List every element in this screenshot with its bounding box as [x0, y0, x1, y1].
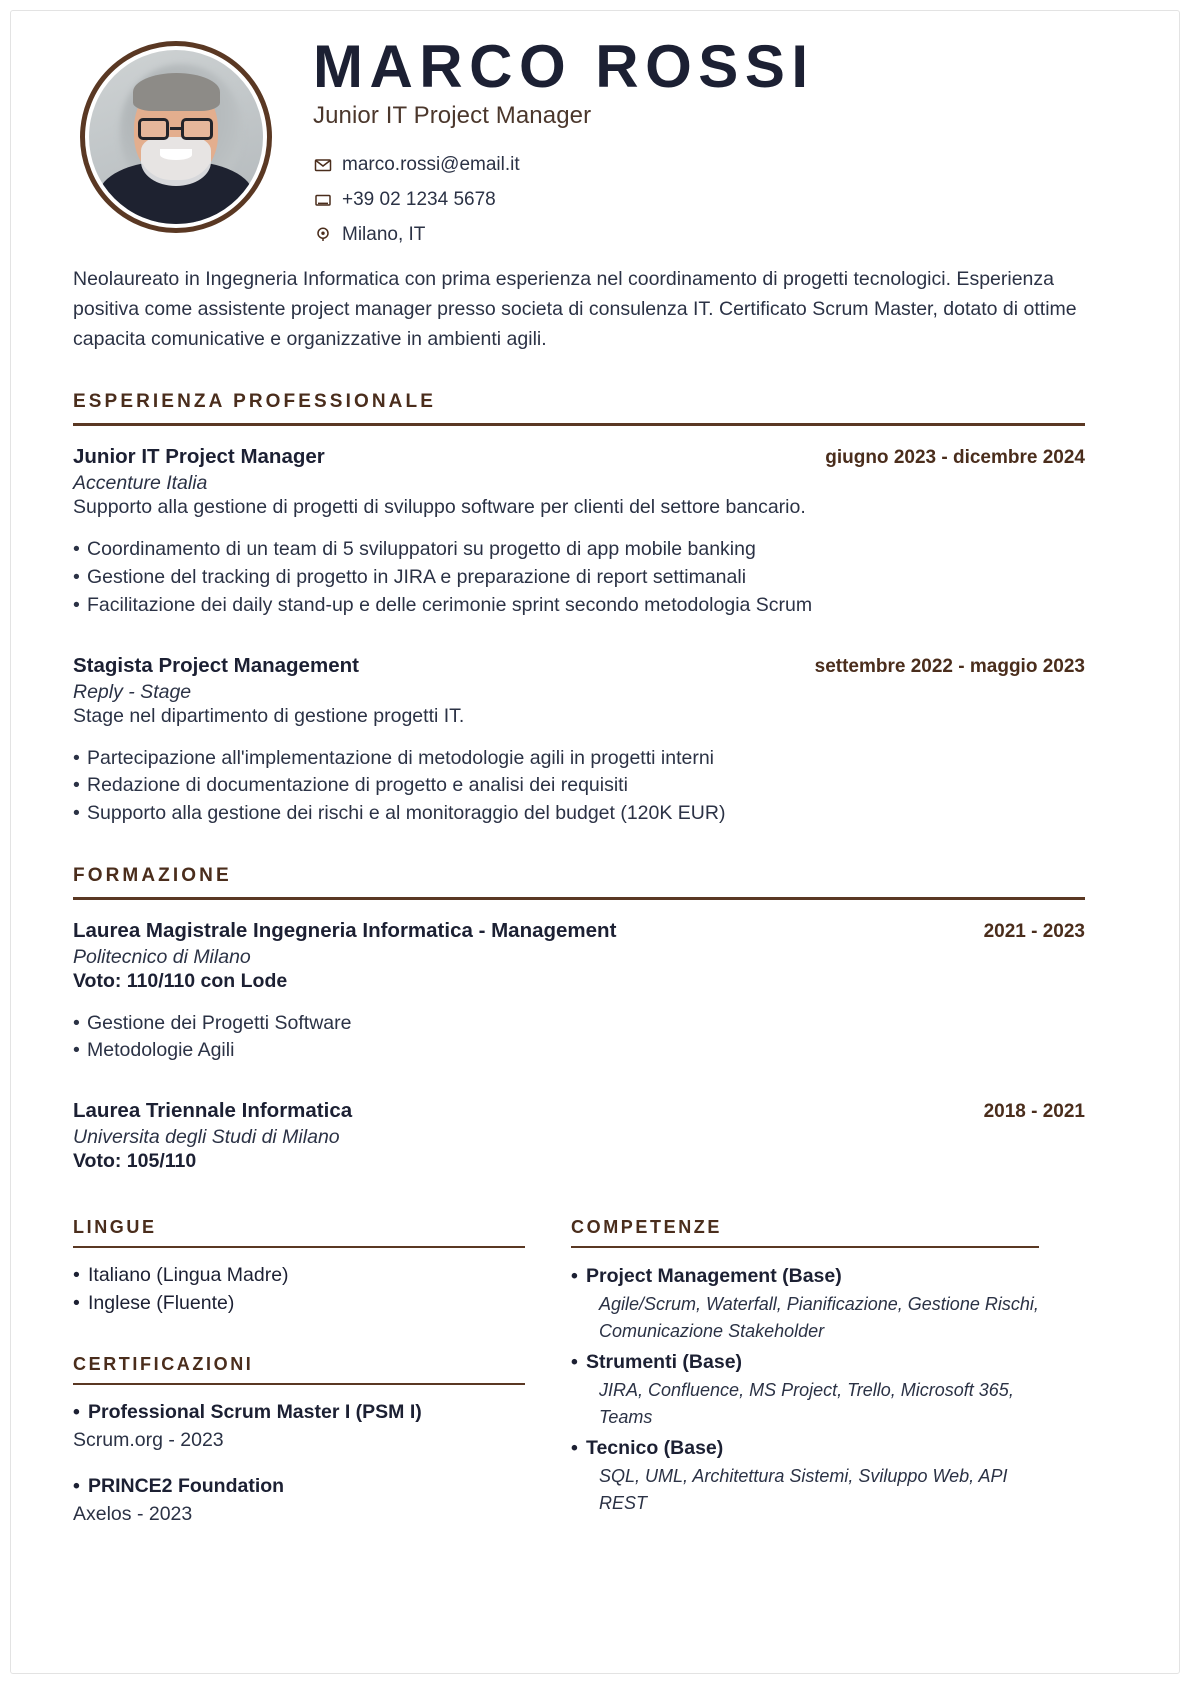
skill-group — [571, 1348, 1039, 1431]
entry-header — [73, 445, 1085, 469]
section-title-experience: ESPERIENZA PROFESSIONALE — [73, 391, 436, 413]
education-bullets — [73, 1010, 1085, 1065]
experience-bullets — [73, 536, 1085, 619]
list-item: • Inglese (Fluente) — [73, 1290, 525, 1318]
experience-company: Reply - Stage — [73, 680, 192, 703]
section-title-skills: COMPETENZE — [571, 1216, 723, 1237]
section-skills — [571, 1217, 1039, 1517]
list-item: • Supporto alla gestione dei rischi e al monitoraggio del budget (120K EUR) — [73, 800, 1085, 828]
section-education — [73, 865, 1085, 1173]
section-title-languages: LINGUE — [73, 1216, 157, 1237]
skill-group — [571, 1434, 1039, 1517]
experience-role: Junior IT Project Manager — [73, 445, 325, 469]
list-item: • Redazione di documentazione di progetto e analisi dei requisiti — [73, 772, 1085, 800]
education-date: 2018 - 2021 — [983, 1100, 1085, 1122]
divider — [73, 897, 1085, 900]
experience-company: Accenture Italia — [73, 472, 208, 495]
skill-category: • Strumenti (Base) — [571, 1348, 1039, 1376]
bottom-columns — [73, 1217, 1085, 1547]
section-languages — [73, 1217, 525, 1318]
certification-item — [73, 1399, 525, 1452]
education-school: Universita degli Studi di Milano — [73, 1125, 340, 1148]
experience-bullets — [73, 745, 1085, 828]
resume-header — [73, 33, 1085, 273]
experience-date: settembre 2022 - maggio 2023 — [814, 655, 1085, 677]
list-item: • Facilitazione dei daily stand-up e delle cerimonie sprint secondo metodologia Scrum — [73, 592, 1085, 620]
contact-email[interactable] — [313, 154, 1085, 176]
list-item: • Italiano (Lingua Madre) — [73, 1262, 525, 1290]
job-title-subtitle: Junior IT Project Manager — [313, 102, 592, 130]
education-grade: Voto: 110/110 con Lode — [73, 969, 288, 992]
contact-list — [313, 154, 1085, 246]
skill-list: JIRA, Confluence, MS Project, Trello, Microsoft 365, Teams — [599, 1379, 1014, 1428]
divider — [571, 1246, 1039, 1249]
education-degree: Laurea Triennale Informatica — [73, 1098, 353, 1122]
header-text-block — [313, 33, 1085, 259]
page-title: MARCO ROSSI — [313, 33, 815, 100]
certification-issuer: Axelos - 2023 — [73, 1502, 193, 1525]
skill-category: • Project Management (Base) — [571, 1262, 1039, 1290]
education-date: 2021 - 2023 — [983, 920, 1085, 942]
certification-issuer: Scrum.org - 2023 — [73, 1429, 224, 1452]
location-pin-icon — [313, 225, 333, 245]
list-item: • Gestione del tracking di progetto in JIRA e preparazione di report settimanali — [73, 564, 1085, 592]
email-text: marco.rossi@email.it — [342, 154, 520, 176]
left-column — [73, 1217, 525, 1547]
email-icon — [313, 155, 333, 175]
experience-date: giugno 2023 - dicembre 2024 — [825, 447, 1085, 469]
contact-phone[interactable] — [313, 189, 1085, 211]
entry-header — [73, 1099, 1085, 1123]
section-title-education: FORMAZIONE — [73, 864, 232, 886]
experience-description: Supporto alla gestione di progetti di sviluppo software per clienti del settore bancario. — [73, 496, 806, 519]
divider — [73, 423, 1085, 426]
resume-page — [10, 10, 1180, 1674]
education-school: Politecnico di Milano — [73, 945, 251, 968]
profile-photo-frame — [80, 41, 272, 233]
list-item: • Coordinamento di un team di 5 sviluppatori su progetto di app mobile banking — [73, 536, 1085, 564]
education-grade: Voto: 105/110 — [73, 1149, 197, 1172]
skill-group — [571, 1262, 1039, 1345]
skill-category: • Tecnico (Base) — [571, 1434, 1039, 1462]
entry-header — [73, 654, 1085, 678]
list-item: • Metodologie Agili — [73, 1037, 1085, 1065]
avatar — [89, 50, 263, 224]
experience-description: Stage nel dipartimento di gestione progetti IT. — [73, 704, 465, 727]
divider — [73, 1246, 525, 1249]
certification-item — [73, 1473, 525, 1526]
phone-text: +39 02 1234 5678 — [342, 189, 496, 211]
entry-header — [73, 919, 1085, 943]
certification-name: • PRINCE2 Foundation — [73, 1473, 525, 1501]
list-item: • Gestione dei Progetti Software — [73, 1010, 1085, 1038]
profile-summary: Neolaureato in Ingegneria Informatica con prima esperienza nel coordinamento di progetti tecnologici. Esperienza positiva come assistente project manager presso societa di consulenza IT. Certificato Scrum Master, dotato di ottime capacita comunicative e organizzative in ambienti agili. — [73, 268, 1077, 350]
experience-entry — [73, 654, 1085, 828]
education-degree: Laurea Magistrale Ingegneria Informatica - Management — [73, 918, 617, 942]
skill-list: Agile/Scrum, Waterfall, Pianificazione, Gestione Rischi, Comunicazione Stakeholder — [599, 1293, 1039, 1342]
right-column — [571, 1217, 1039, 1547]
location-text: Milano, IT — [342, 224, 426, 246]
skill-list: SQL, UML, Architettura Sistemi, Sviluppo Web, API REST — [599, 1465, 1008, 1514]
phone-icon — [313, 190, 333, 210]
education-entry — [73, 1099, 1085, 1173]
experience-role: Stagista Project Management — [73, 653, 359, 677]
certification-name: • Professional Scrum Master I (PSM I) — [73, 1399, 525, 1427]
section-experience — [73, 391, 1085, 827]
education-entry — [73, 919, 1085, 1065]
contact-location — [313, 224, 1085, 246]
resume-content — [73, 33, 1085, 1547]
section-title-certifications: CERTIFICAZIONI — [73, 1353, 254, 1374]
divider — [73, 1383, 525, 1386]
section-certifications — [73, 1354, 525, 1526]
experience-entry — [73, 445, 1085, 619]
list-item: • Partecipazione all'implementazione di metodologie agili in progetti interni — [73, 745, 1085, 773]
